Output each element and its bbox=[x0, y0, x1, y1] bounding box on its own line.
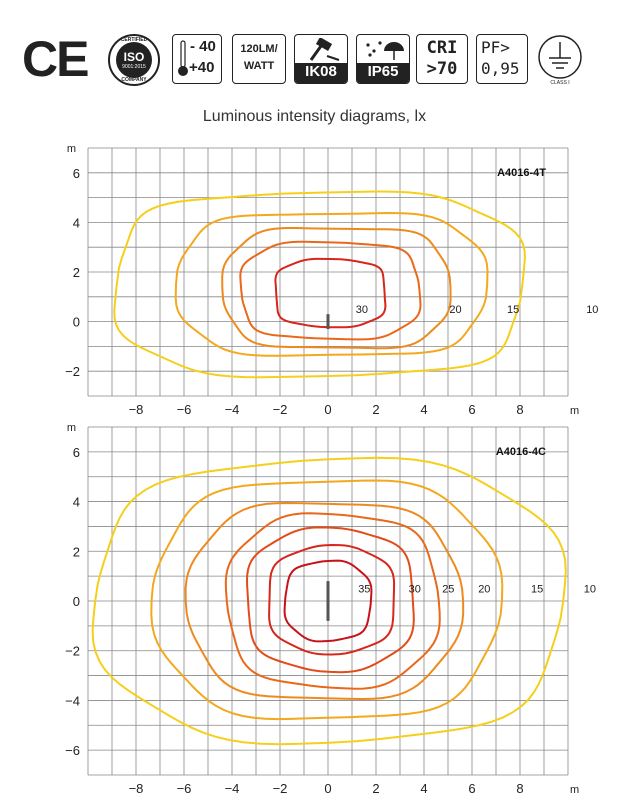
model-label: A4016-4T bbox=[497, 167, 546, 179]
y-tick-label: 6 bbox=[72, 444, 80, 460]
chart-a4016-4c bbox=[65, 422, 629, 796]
x-tick-label: 6 bbox=[468, 781, 476, 796]
temperature-range-icon: - 40 +40 bbox=[172, 34, 222, 84]
x-tick-label: 8 bbox=[516, 781, 524, 796]
contour-level-label: 35 bbox=[358, 583, 371, 596]
x-tick-label: −6 bbox=[176, 781, 192, 796]
x-unit-label: m bbox=[570, 784, 580, 796]
x-tick-label: −2 bbox=[272, 781, 288, 796]
contour-level-label: 15 bbox=[531, 583, 544, 596]
contour-level-label: 10 bbox=[586, 304, 599, 317]
x-tick-label: −8 bbox=[128, 781, 144, 796]
x-tick-label: 6 bbox=[468, 402, 476, 417]
x-tick-label: −4 bbox=[224, 781, 240, 796]
y-tick-label: 2 bbox=[72, 265, 80, 280]
x-tick-label: 4 bbox=[420, 781, 428, 796]
y-tick-label: −2 bbox=[65, 364, 80, 380]
x-tick-label: −6 bbox=[176, 402, 192, 417]
y-tick-label: 4 bbox=[72, 215, 80, 231]
x-tick-label: 0 bbox=[324, 781, 332, 796]
y-unit-label: m bbox=[66, 143, 76, 155]
y-tick-label: 4 bbox=[72, 494, 80, 510]
x-tick-label: 2 bbox=[372, 781, 380, 796]
power-factor-icon: PF> 0,95 bbox=[476, 34, 528, 84]
y-unit-label: m bbox=[66, 422, 76, 434]
cri-icon: CRI >70 bbox=[416, 34, 468, 84]
x-tick-label: 4 bbox=[420, 402, 428, 417]
iso-certified-icon: CERTIFIED ISO 9001:2015 COMPANY bbox=[108, 34, 160, 86]
contour-level-label: 30 bbox=[355, 304, 369, 317]
model-label: A4016-4C bbox=[495, 446, 546, 458]
y-tick-label: 0 bbox=[72, 594, 80, 609]
ce-mark-icon: CE bbox=[22, 31, 88, 87]
ip-rating-icon: IP65 bbox=[356, 34, 410, 84]
contour-level-label: 15 bbox=[507, 304, 520, 317]
chart-a4016-4t bbox=[65, 143, 629, 417]
contour-level-label: 30 bbox=[408, 583, 421, 596]
x-unit-label: m bbox=[570, 405, 580, 417]
y-tick-label: 0 bbox=[72, 314, 80, 330]
ik-rating-icon: IK08 bbox=[294, 34, 348, 84]
y-tick-label: −4 bbox=[65, 693, 80, 709]
protection-class-icon: CLASS I bbox=[537, 34, 587, 88]
x-tick-label: −2 bbox=[272, 402, 288, 417]
efficacy-icon: 120LM/ WATT bbox=[232, 34, 286, 84]
x-tick-label: 2 bbox=[372, 402, 380, 417]
diagram-heading: Luminous intensity diagrams, lx bbox=[202, 108, 427, 125]
x-tick-label: 8 bbox=[516, 402, 524, 417]
x-tick-label: −4 bbox=[224, 402, 240, 417]
contour-level-label: 20 bbox=[478, 583, 491, 596]
contour-level-label: 25 bbox=[442, 583, 455, 596]
contour-level-label: 10 bbox=[583, 583, 597, 596]
y-tick-label: −6 bbox=[65, 743, 80, 759]
contour-20lx bbox=[240, 242, 420, 340]
y-tick-label: 2 bbox=[72, 544, 80, 560]
x-tick-label: 0 bbox=[324, 402, 332, 417]
y-tick-label: −2 bbox=[65, 643, 80, 659]
y-tick-label: 6 bbox=[72, 165, 80, 181]
contour-30lx bbox=[275, 259, 385, 327]
x-tick-label: −8 bbox=[128, 402, 144, 417]
contour-level-label: 20 bbox=[449, 304, 462, 317]
